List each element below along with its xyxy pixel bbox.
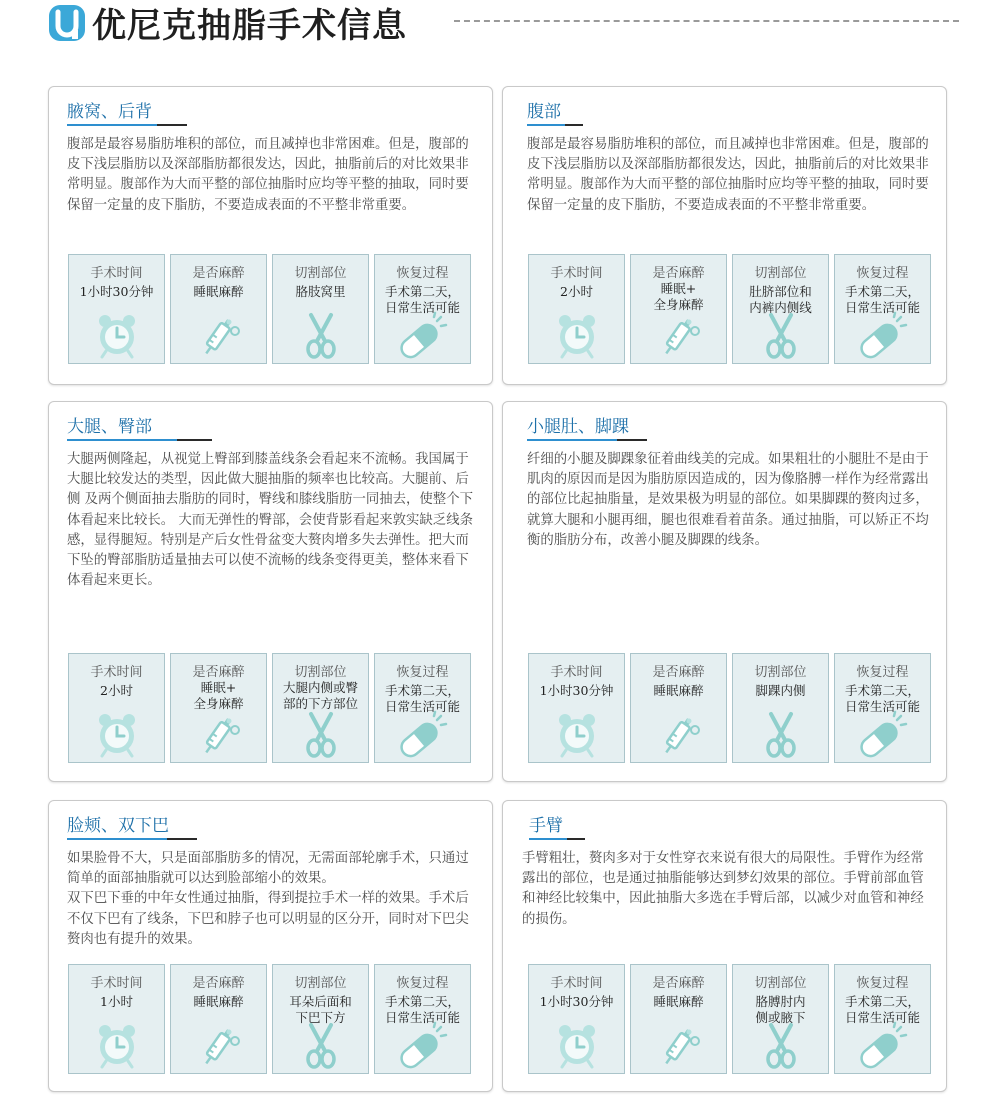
- box-value: 2小时: [560, 284, 593, 299]
- box-label: 是否麻醉: [192, 976, 245, 991]
- capsule-icon: [857, 1021, 909, 1069]
- info-box-incision: [272, 254, 369, 364]
- box-value: 1小时30分钟: [79, 284, 154, 299]
- box-label: 手术时间: [550, 266, 603, 281]
- info-box-incision: [732, 964, 829, 1074]
- info-box-time: [528, 964, 625, 1074]
- box-label: 手术时间: [550, 976, 603, 991]
- box-label: 切割部位: [754, 665, 807, 680]
- box-value: 1小时30分钟: [539, 683, 614, 698]
- info-box-recovery: [374, 653, 471, 763]
- syringe-icon: [193, 311, 245, 359]
- box-label: 是否麻醉: [192, 266, 245, 281]
- capsule-icon: [857, 311, 909, 359]
- box-label: 恢复过程: [856, 976, 909, 991]
- card-armpit-back: [48, 86, 493, 385]
- box-label: 是否麻醉: [652, 976, 705, 991]
- info-box-time: [68, 254, 165, 364]
- info-boxes: [528, 254, 931, 364]
- title-underline: [67, 124, 187, 126]
- info-box-recovery: [374, 254, 471, 364]
- box-label: 恢复过程: [396, 665, 449, 680]
- scissors-icon: [755, 710, 807, 758]
- card-title: 腹部: [527, 102, 561, 122]
- info-box-incision: [732, 254, 829, 364]
- info-box-anesthesia: [170, 964, 267, 1074]
- title-underline: [529, 838, 585, 840]
- alarm-clock-icon: [91, 710, 143, 758]
- info-boxes: [68, 254, 471, 364]
- box-value: 睡眠麻醉: [653, 683, 704, 698]
- syringe-icon: [653, 1021, 705, 1069]
- syringe-icon: [193, 710, 245, 758]
- syringe-icon: [653, 710, 705, 758]
- card-title: 大腿、臀部: [67, 417, 152, 437]
- info-box-time: [528, 653, 625, 763]
- card-description: 腹部是最容易脂肪堆积的部位，而且减掉也非常困难。但是，腹部的皮下浅层脂肪以及深部脂肪都很发达，因此，抽脂前后的对比效果非常明显。腹部作为大而平整的部位抽脂时应均等平整的抽取，同时要保留一定量的皮下脂肪，不要造成表面的不平整非常重要。: [527, 137, 929, 213]
- box-value: 胳肢窝里: [295, 284, 346, 299]
- box-label: 切割部位: [294, 665, 347, 680]
- capsule-icon: [397, 1021, 449, 1069]
- card-title: 手臂: [529, 816, 563, 836]
- info-box-incision: [272, 964, 369, 1074]
- box-label: 恢复过程: [856, 665, 909, 680]
- box-value: 睡眠麻醉: [193, 994, 244, 1009]
- box-value: 睡眠+ 全身麻醉: [653, 281, 704, 312]
- box-label: 恢复过程: [856, 266, 909, 281]
- alarm-clock-icon: [551, 311, 603, 359]
- page-title: 优尼克抽脂手术信息: [92, 6, 407, 46]
- scissors-icon: [295, 1021, 347, 1069]
- box-value: 脚踝内侧: [755, 683, 806, 698]
- scissors-icon: [755, 311, 807, 359]
- info-box-anesthesia: [630, 254, 727, 364]
- info-box-incision: [732, 653, 829, 763]
- box-value: 手术第二天， 日常生活可能: [844, 994, 920, 1025]
- info-box-anesthesia: [170, 254, 267, 364]
- info-box-incision: [272, 653, 369, 763]
- info-box-time: [68, 653, 165, 763]
- box-label: 切割部位: [294, 266, 347, 281]
- scissors-icon: [755, 1021, 807, 1069]
- info-box-anesthesia: [170, 653, 267, 763]
- info-box-recovery: [374, 964, 471, 1074]
- box-value: 睡眠麻醉: [653, 994, 704, 1009]
- card-title: 腋窝、后背: [67, 102, 152, 122]
- scissors-icon: [295, 710, 347, 758]
- title-underline: [67, 439, 212, 441]
- box-label: 切割部位: [754, 976, 807, 991]
- box-label: 手术时间: [90, 665, 143, 680]
- card-title: 小腿肚、脚踝: [527, 417, 629, 437]
- syringe-icon: [193, 1021, 245, 1069]
- capsule-icon: [397, 311, 449, 359]
- box-label: 手术时间: [90, 976, 143, 991]
- info-boxes: [528, 653, 931, 763]
- title-underline: [527, 124, 583, 126]
- card-description: 大腿两侧隆起，从视觉上臀部到膝盖线条会看起来不流畅。我国属于大腿比较发达的类型，因此做大腿抽脂的频率也比较高。大腿前、后侧 及两个侧面抽去脂肪的同时，臀线和膝线脂肪一同抽去，使整个下体看起来比较长。 大而无弹性的臀部，会使背影看起来敦实缺乏线条感，显得腿短。特别是产后女性骨盆变大赘肉增多失去弹性。把大而下坠的臀部脂肪适量抽去可以使不流畅的线条变得更美，整体来看下体看起来更长。: [67, 452, 473, 589]
- card-arm: [502, 800, 947, 1092]
- box-value: 胳膊肘内 侧或腋下: [755, 994, 806, 1025]
- title-underline: [67, 838, 197, 840]
- info-box-anesthesia: [630, 964, 727, 1074]
- info-boxes: [528, 964, 931, 1074]
- card-description: 手臂粗壮，赘肉多对于女性穿衣来说有很大的局限性。手臂作为经常露出的部位，也是通过抽脂能够达到梦幻效果的部位。手臂前部血管和神经比较集中，因此抽脂大多选在手臂后部，以减少对血管和神经的损伤。: [522, 851, 924, 927]
- alarm-clock-icon: [551, 710, 603, 758]
- info-boxes: [68, 964, 471, 1074]
- box-value: 手术第二天， 日常生活可能: [384, 284, 460, 315]
- alarm-clock-icon: [551, 1021, 603, 1069]
- box-value: 2小时: [100, 683, 133, 698]
- alarm-clock-icon: [91, 1021, 143, 1069]
- card-title: 脸颊、双下巴: [67, 816, 169, 836]
- card-thigh-hip: [48, 401, 493, 782]
- card-description: 纤细的小腿及脚踝象征着曲线美的完成。如果粗壮的小腿肚不是由于肌肉的原因而是因为脂肪原因造成的，因为像胳膊一样作为经常露出的部位比起抽脂量，是效果极为明显的部位。如果脚踝的赘肉过多，就算大腿和小腿再细，腿也很难看着苗条。通过抽脂，可以矫正不均衡的脂肪分布，改善小腿及脚踝的线条。: [527, 452, 929, 548]
- card-calf-ankle: [502, 401, 947, 782]
- box-value: 睡眠麻醉: [193, 284, 244, 299]
- page-header: [44, 0, 959, 46]
- card-description: 腹部是最容易脂肪堆积的部位，而且减掉也非常困难。但是，腹部的皮下浅层脂肪以及深部脂肪都很发达，因此，抽脂前后的对比效果非常明显。腹部作为大而平整的部位抽脂时应均等平整的抽取，同时要保留一定量的皮下脂肪，不要造成表面的不平整非常重要。: [67, 137, 469, 213]
- info-box-time: [528, 254, 625, 364]
- box-label: 切割部位: [754, 266, 807, 281]
- box-label: 手术时间: [550, 665, 603, 680]
- info-boxes: [68, 653, 471, 763]
- capsule-icon: [397, 710, 449, 758]
- u-logo-icon: [48, 4, 86, 42]
- scissors-icon: [295, 311, 347, 359]
- card-abdomen: [502, 86, 947, 385]
- title-divider: [454, 20, 959, 22]
- box-value: 肚脐部位和 内裤内侧线: [749, 284, 812, 315]
- box-value: 1小时30分钟: [539, 994, 614, 1009]
- info-box-anesthesia: [630, 653, 727, 763]
- alarm-clock-icon: [91, 311, 143, 359]
- box-label: 是否麻醉: [192, 665, 245, 680]
- box-value: 手术第二天， 日常生活可能: [844, 683, 920, 714]
- box-label: 恢复过程: [396, 976, 449, 991]
- box-label: 是否麻醉: [652, 266, 705, 281]
- box-value: 1小时: [100, 994, 133, 1009]
- box-value: 睡眠+ 全身麻醉: [193, 680, 244, 711]
- card-description: 如果脸骨不大，只是面部脂肪多的情况，无需面部轮廓手术，只通过简单的面部抽脂就可以达到脸部缩小的效果。 双下巴下垂的中年女性通过抽脂，得到提拉手术一样的效果。手术后不仅下巴有了线条，下巴和脖子也可以明显的区分开，同时对下巴尖赘肉也有提升的效果。: [67, 851, 469, 947]
- info-box-time: [68, 964, 165, 1074]
- capsule-icon: [857, 710, 909, 758]
- syringe-icon: [653, 311, 705, 359]
- box-label: 手术时间: [90, 266, 143, 281]
- box-value: 手术第二天， 日常生活可能: [384, 994, 460, 1025]
- info-box-recovery: [834, 254, 931, 364]
- box-value: 大腿内侧或臀 部的下方部位: [282, 680, 358, 711]
- info-box-recovery: [834, 964, 931, 1074]
- box-value: 手术第二天， 日常生活可能: [384, 683, 460, 714]
- title-underline: [527, 439, 647, 441]
- box-label: 恢复过程: [396, 266, 449, 281]
- box-label: 是否麻醉: [652, 665, 705, 680]
- card-cheek-double-chin: [48, 800, 493, 1092]
- box-label: 切割部位: [294, 976, 347, 991]
- box-value: 耳朵后面和 下巴下方: [289, 994, 352, 1025]
- info-box-recovery: [834, 653, 931, 763]
- box-value: 手术第二天， 日常生活可能: [844, 284, 920, 315]
